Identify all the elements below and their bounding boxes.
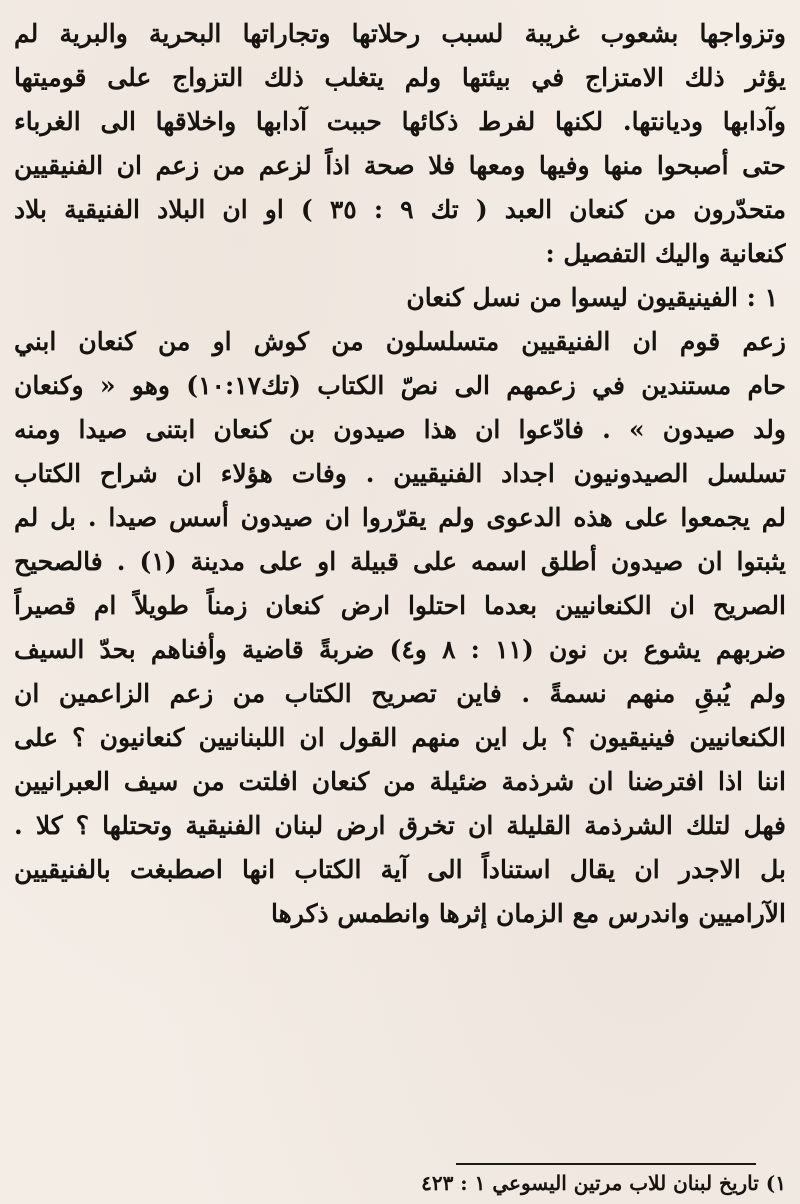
text-line: ولم يُبقِ منهم نسمةً . فاين تصريح الكتاب من زعم الزاعمين ان bbox=[14, 679, 786, 708]
text-line: ضربهم يشوع بن نون (١١ : ٨ و٤) ضربةً قاضية وأفناهم بحدّ السيف bbox=[14, 635, 786, 664]
text-line: حتى أصبحوا منها وفيها ومعها فلا صحة اذاً لزعم من زعم ان الفنيقيين bbox=[14, 151, 786, 180]
text-line: الصريح ان الكنعانيين بعدما احتلوا ارض كنعان زمناً طويلاً ام قصيراً bbox=[14, 591, 786, 620]
body-text bbox=[14, 12, 786, 936]
text-line: حام مستندين في زعمهم الى نصّ الكتاب (تك١٠:١٧) وهو « وكنعان bbox=[14, 371, 786, 400]
footnote: ١) تاريخ لبنان للاب مرتين اليسوعي ١ : ٤٢٣ bbox=[421, 1171, 786, 1195]
text-line: يثبتوا ان صيدون أطلق اسمه على قبيلة او على مدينة (١) . فالصحيح bbox=[14, 547, 786, 576]
text-line: تسلسل الصيدونيون اجداد الفنيقيين . وفات هؤلاء ان شراح الكتاب bbox=[14, 459, 786, 488]
text-line: فهل لتلك الشرذمة القليلة ان تخرق ارض لبنان الفنيقية وتحتلها ؟ كلا . bbox=[14, 811, 786, 840]
text-line: الكنعانيين فينيقيون ؟ بل اين منهم القول ان اللبنانيين كنعانيون ؟ على bbox=[14, 723, 786, 752]
footnote-separator bbox=[456, 1163, 756, 1165]
text-line: كنعانية واليك التفصيل : bbox=[545, 239, 786, 268]
text-line: وآدابها وديانتها. لكنها لفرط ذكائها حببت آدابها واخلاقها الى الغرباء bbox=[14, 107, 786, 136]
text-line: ولد صيدون » . فادّعوا ان هذا صيدون بن كنعان ابتنى صيدا ومنه bbox=[14, 415, 786, 444]
section-heading: ١ : الفينيقيون ليسوا من نسل كنعان bbox=[406, 283, 778, 312]
text-line: متحدّرون من كنعان العبد ( تك ٩ : ٣٥ ) او ان البلاد الفنيقية بلاد bbox=[14, 195, 786, 224]
text-line: الآراميين واندرس مع الزمان إثرها وانطمس ذكرها bbox=[270, 899, 786, 928]
text-line: وتزواجها بشعوب غريبة لسبب رحلاتها وتجاراتها البحرية والبرية لم bbox=[14, 19, 786, 48]
text-line: اننا اذا افترضنا ان شرذمة ضئيلة من كنعان افلتت من سيف العبرانيين bbox=[14, 767, 786, 796]
text-line: لم يجمعوا على هذه الدعوى ولم يقرّروا ان صيدون أسس صيدا . بل لم bbox=[14, 503, 786, 532]
text-line: زعم قوم ان الفنيقيين متسلسلون من كوش او من كنعان ابني bbox=[14, 327, 786, 356]
text-line: يؤثر ذلك الامتزاج في بيئتها ولم يتغلب ذلك التزواج على قوميتها bbox=[14, 63, 786, 92]
text-line: بل الاجدر ان يقال استناداً الى آية الكتاب انها اصطبغت بالفنيقيين bbox=[14, 855, 786, 884]
